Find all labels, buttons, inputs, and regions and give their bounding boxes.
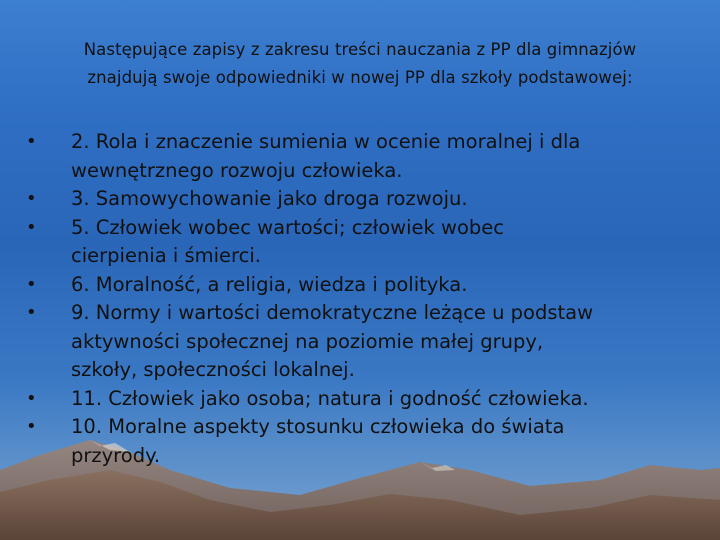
list-item-text: 6. Moralność, a religia, wiedza i polityka. — [71, 272, 468, 296]
bullet-icon: • — [26, 131, 37, 152]
bullet-icon: • — [26, 188, 37, 209]
slide-header — [20, 36, 700, 92]
bullet-list — [24, 128, 704, 470]
list-item-text: cierpienia i śmierci. — [71, 244, 261, 267]
list-item-text: wewnętrznego rozwoju człowieka. — [71, 158, 403, 182]
bullet-icon: • — [26, 387, 37, 409]
list-item — [24, 214, 704, 271]
bullet-icon: • — [26, 273, 37, 295]
bullet-icon: • — [26, 416, 37, 437]
list-item — [24, 271, 704, 300]
list-item-text: 10. Moralne aspekty stosunku człowieka do świata — [71, 415, 565, 438]
header-line-2: znajdują swoje odpowiedniki w nowej PP dla szkoły podstawowej: — [87, 68, 633, 87]
list-item-text: przyrody. — [71, 443, 161, 467]
list-item-text: 2. Rola i znaczenie sumienia w ocenie moralnej i dla — [71, 130, 581, 153]
list-item — [24, 185, 704, 214]
list-item-text: 3. Samowychowanie jako droga rozwoju. — [71, 187, 468, 210]
header-line-1: Następujące zapisy z zakresu treści nauczania z PP dla gimnazjów — [83, 40, 637, 59]
list-item-text: szkoły, społeczności lokalnej. — [71, 358, 355, 381]
list-item-text: aktywności społecznej na poziomie małej grupy, — [71, 329, 544, 353]
list-item — [24, 413, 704, 470]
list-item-text: 5. Człowiek wobec wartości; człowiek wobec — [71, 215, 504, 239]
list-item — [24, 128, 704, 185]
bullet-icon: • — [26, 302, 37, 323]
list-item — [24, 299, 704, 385]
list-item — [24, 385, 704, 414]
list-item-text: 11. Człowiek jako osoba; natura i godność człowieka. — [71, 386, 589, 410]
bullet-icon: • — [26, 216, 37, 238]
list-item-text: 9. Normy i wartości demokratyczne leżące u podstaw — [71, 301, 594, 324]
